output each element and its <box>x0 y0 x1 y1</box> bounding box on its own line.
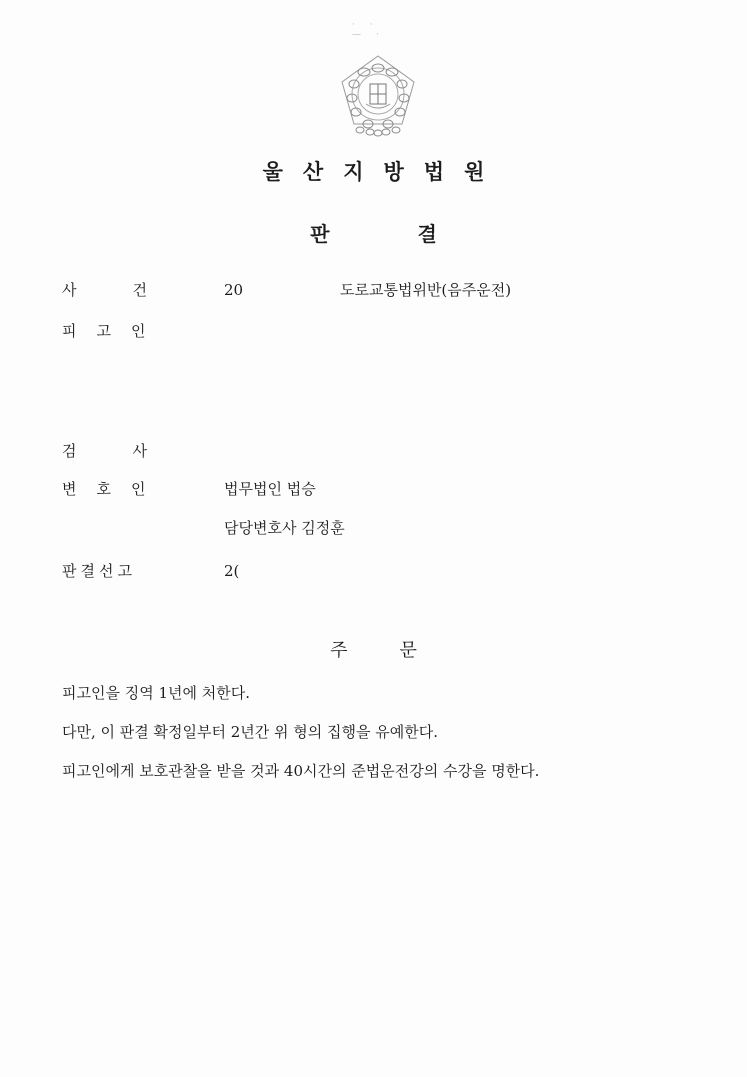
case-number-row <box>62 279 682 301</box>
order-heading: 주 문 <box>330 640 417 661</box>
counsel-row <box>62 478 682 500</box>
court-name-title: 울 산 지 방 법 원 <box>262 160 485 184</box>
ruling-line: 피고인을 징역 1년에 처한다. <box>62 684 251 702</box>
court-seal-emblem-icon <box>340 54 416 138</box>
scan-artifact: · · — · <box>352 20 385 40</box>
sentencing-date-value: 2( <box>224 562 240 580</box>
attorney-row <box>62 517 682 539</box>
prosecutor-row <box>62 440 682 462</box>
law-firm-value: 법무법인 법승 <box>224 480 316 498</box>
attorney-value: 담당변호사 김정훈 <box>224 519 345 537</box>
ruling-line: 다만, 이 판결 확정일부터 2년간 위 형의 집행을 유예한다. <box>62 723 439 741</box>
ruling-line: 피고인에게 보호관찰을 받을 것과 40시간의 준법운전강의 수강을 명한다. <box>62 762 540 780</box>
case-name-value: 도로교통법위반(음주운전) <box>340 281 512 299</box>
defendant-row <box>62 320 682 342</box>
document-title: 판 결 <box>310 222 437 246</box>
field-label: 판 결 선 고 <box>62 562 132 580</box>
sentencing-date-row <box>62 560 682 582</box>
case-number-value: 20 <box>224 281 244 299</box>
field-label: 사 건 <box>62 281 147 299</box>
field-label: 피 고 인 <box>62 322 146 340</box>
field-label: 검 사 <box>62 442 147 460</box>
field-label: 변 호 인 <box>62 480 146 498</box>
